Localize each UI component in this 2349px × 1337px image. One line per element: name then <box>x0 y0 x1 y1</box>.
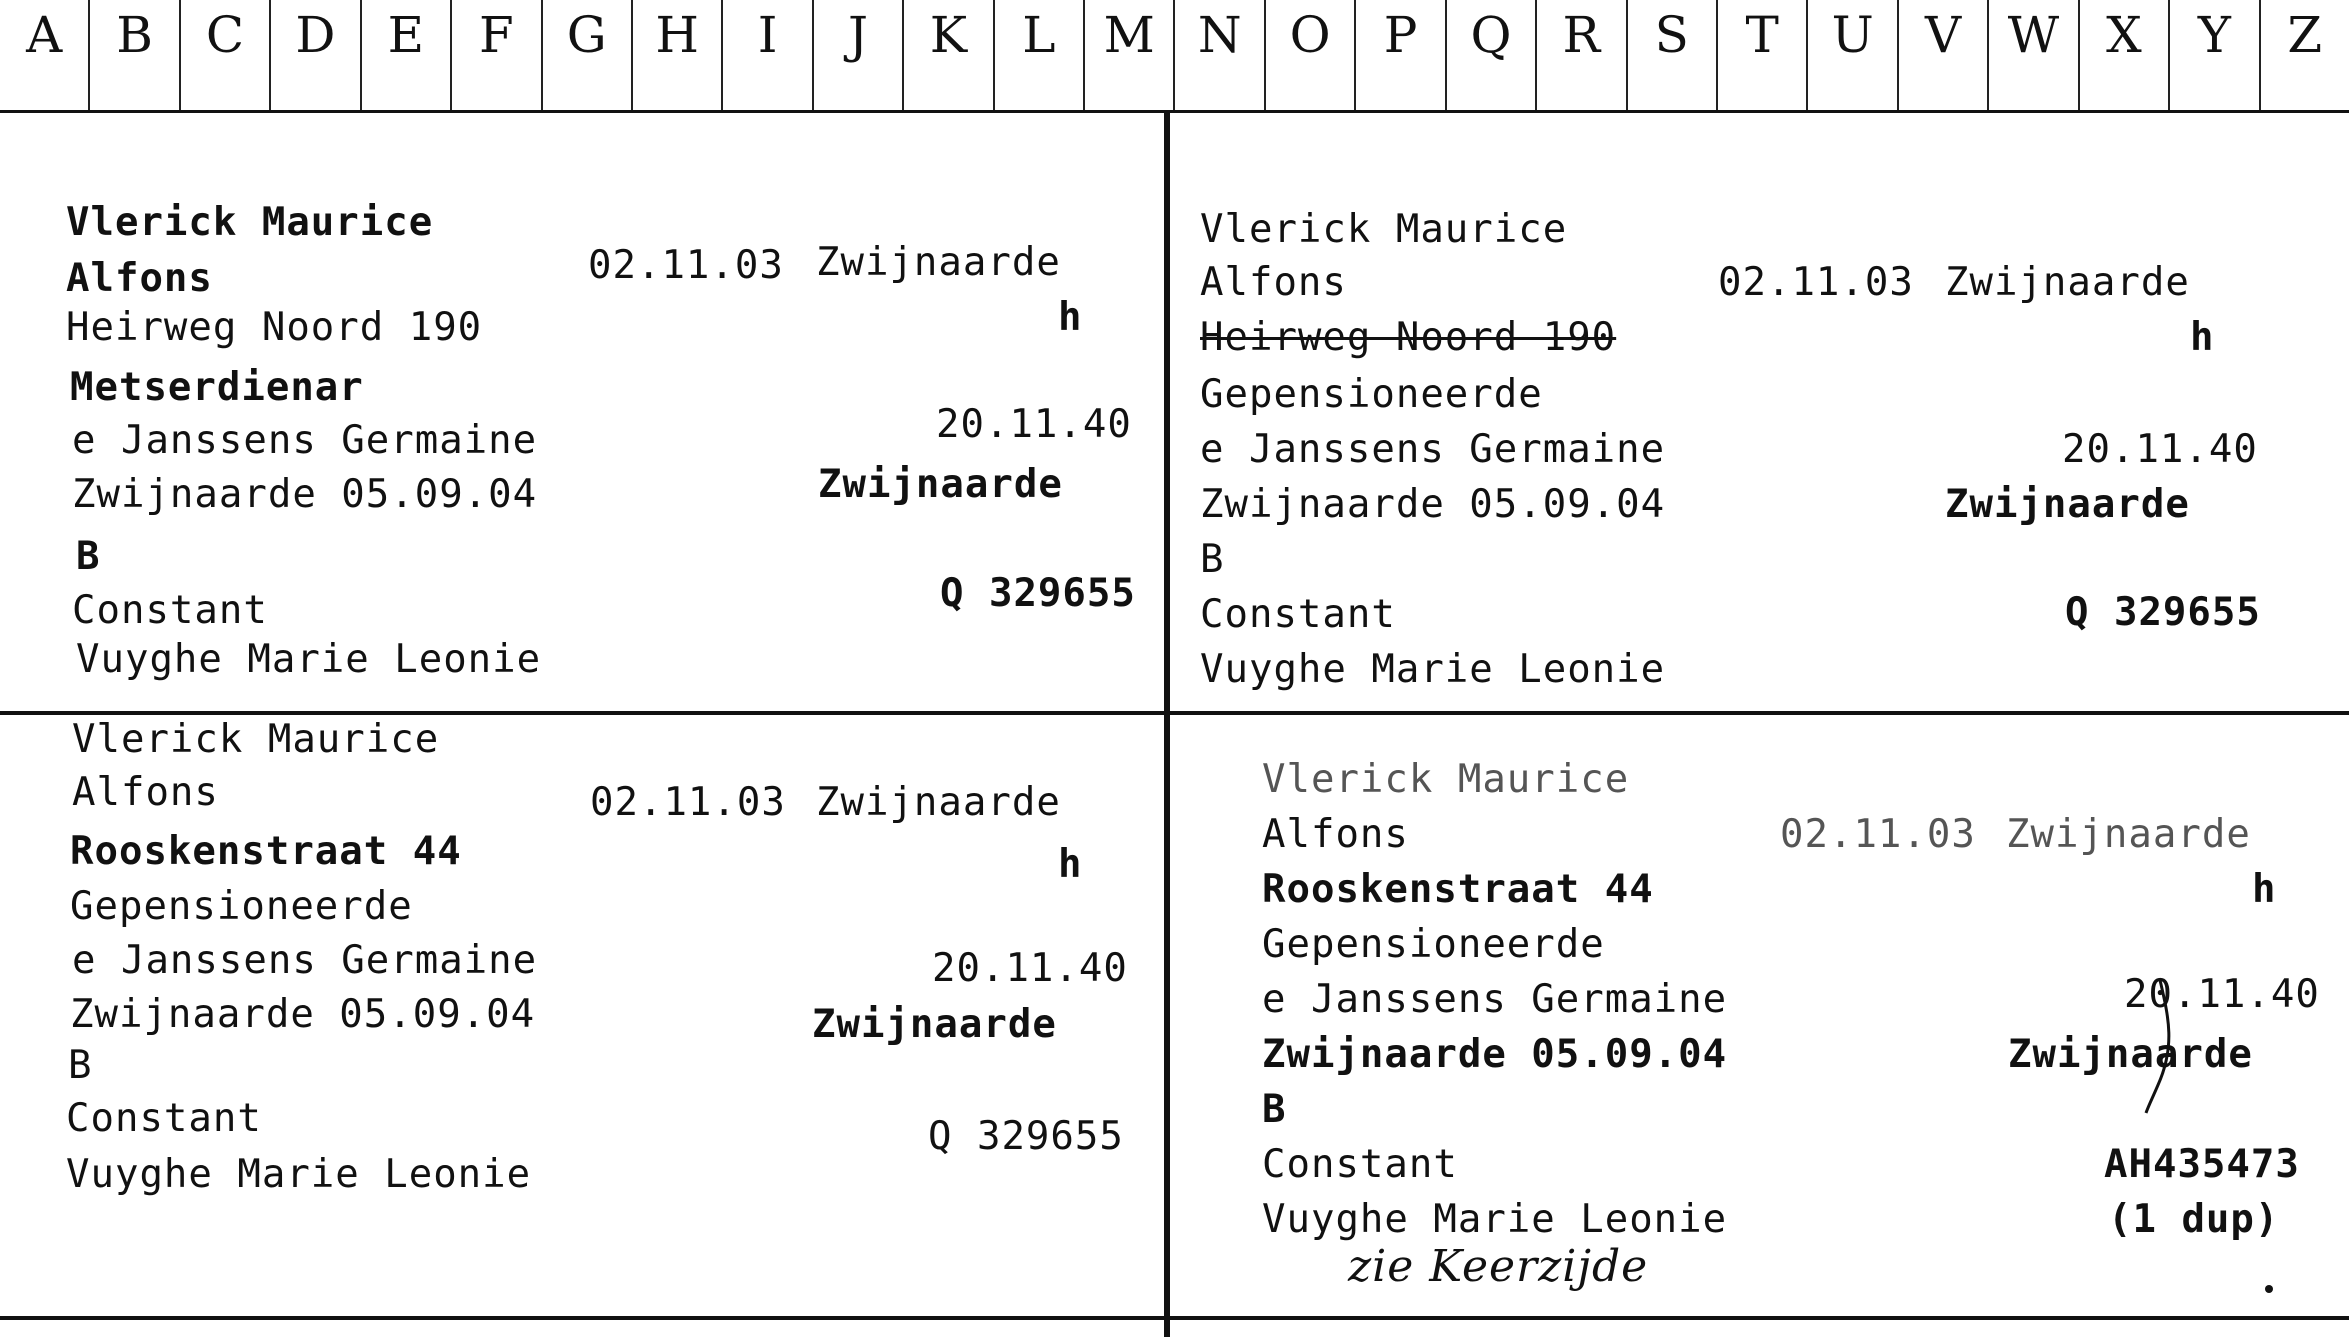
card-mother: Vuyghe Marie Leonie <box>76 637 542 682</box>
card-mother: Vuyghe Marie Leonie <box>66 1152 532 1197</box>
letter-p: P <box>1356 0 1446 110</box>
card-name: Vlerick Maurice <box>1200 207 1568 252</box>
card-top-left <box>0 113 1164 711</box>
letter-u: U <box>1808 0 1898 110</box>
letter-h: H <box>633 0 723 110</box>
card-firstname: Alfons <box>1262 812 1409 857</box>
card-spouse: e Janssens Germaine <box>72 418 538 463</box>
card-marriage-place: Zwijnaarde <box>2008 1032 2253 1077</box>
card-sex: h <box>2252 867 2277 912</box>
card-code: B <box>1262 1087 1287 1132</box>
card-spouse-birth: Zwijnaarde 05.09.04 <box>1200 482 1666 527</box>
letter-c: C <box>181 0 271 110</box>
card-top-right <box>1170 113 2349 711</box>
letter-l: L <box>995 0 1085 110</box>
card-marriage-place: Zwijnaarde <box>812 1002 1057 1047</box>
card-birth-place: Zwijnaarde <box>2006 812 2251 857</box>
card-firstname: Alfons <box>1200 260 1347 305</box>
card-marriage-date: 20.11.40 <box>2062 427 2258 472</box>
card-spouse-birth: Zwijnaarde 05.09.04 <box>1262 1032 1728 1077</box>
card-address: Heirweg Noord 190 <box>66 305 483 350</box>
letter-r: R <box>1537 0 1627 110</box>
card-code: B <box>76 534 101 579</box>
card-dup-note: (1 dup) <box>2108 1197 2280 1242</box>
letter-m: M <box>1085 0 1175 110</box>
letter-i: I <box>723 0 813 110</box>
card-address: Rooskenstraat 44 <box>1262 867 1654 912</box>
alphabet-index <box>0 0 2349 113</box>
letter-e: E <box>362 0 452 110</box>
card-birth-date: 02.11.03 <box>588 243 784 288</box>
letter-w: W <box>1989 0 2079 110</box>
card-sex: h <box>1058 842 1083 887</box>
card-sex: h <box>2190 315 2215 360</box>
card-address: Rooskenstraat 44 <box>70 829 462 874</box>
card-spouse: e Janssens Germaine <box>1200 427 1666 472</box>
letter-t: T <box>1718 0 1808 110</box>
card-sex: h <box>1058 295 1083 340</box>
ink-dot <box>2265 1285 2273 1293</box>
card-birth-date: 02.11.03 <box>1718 260 1914 305</box>
letter-f: F <box>452 0 542 110</box>
card-name: Vlerick Maurice <box>72 717 440 762</box>
card-handwritten-note: zie Keerzijde <box>1348 1241 1649 1292</box>
card-marriage-place: Zwijnaarde <box>1945 482 2190 527</box>
card-firstname: Alfons <box>66 256 213 301</box>
letter-a: A <box>0 0 90 110</box>
card-marriage-date: 20.11.40 <box>936 402 1132 447</box>
card-marriage-date: 20.11.40 <box>932 946 1128 991</box>
card-mother: Vuyghe Marie Leonie <box>1200 647 1666 692</box>
card-birth-place: Zwijnaarde <box>816 780 1061 825</box>
card-id-number: AH435473 <box>2104 1142 2300 1187</box>
card-spouse-birth: Zwijnaarde 05.09.04 <box>72 472 538 517</box>
card-bottom-right <box>1170 715 2349 1316</box>
card-marriage-date: 20.11.40 <box>2124 972 2320 1017</box>
bottom-divider <box>0 1316 2349 1320</box>
card-name: Vlerick Maurice <box>1262 757 1630 802</box>
card-birth-place: Zwijnaarde <box>1945 260 2190 305</box>
card-father: Constant <box>1200 592 1396 637</box>
card-id-number: Q 329655 <box>2065 590 2261 635</box>
card-code: B <box>1200 537 1225 582</box>
card-father: Constant <box>72 588 268 633</box>
card-father: Constant <box>66 1096 262 1141</box>
card-birth-place: Zwijnaarde <box>816 240 1061 285</box>
letter-z: Z <box>2287 6 2323 64</box>
card-bottom-left <box>0 715 1164 1316</box>
card-firstname: Alfons <box>72 770 219 815</box>
letter-q: Q <box>1447 0 1537 110</box>
card-birth-date: 02.11.03 <box>1780 812 1976 857</box>
letter-x: X <box>2080 0 2170 110</box>
letter-k: K <box>904 0 994 110</box>
card-mother: Vuyghe Marie Leonie <box>1262 1197 1728 1242</box>
card-occupation: Metserdienar <box>70 365 364 410</box>
card-spouse: e Janssens Germaine <box>1262 977 1728 1022</box>
letter-y: Y <box>2170 0 2260 110</box>
card-id-number: Q 329655 <box>940 571 1136 616</box>
card-old-address-struck: Heirweg Noord 190 <box>1200 315 1617 360</box>
letter-g: G <box>543 0 633 110</box>
card-occupation: Gepensioneerde <box>70 884 413 929</box>
card-occupation: Gepensioneerde <box>1262 922 1605 967</box>
card-occupation: Gepensioneerde <box>1200 372 1543 417</box>
letter-s: S <box>1628 0 1718 110</box>
card-code: B <box>68 1043 93 1088</box>
letter-b: B <box>90 0 180 110</box>
card-marriage-place: Zwijnaarde <box>818 462 1063 507</box>
card-birth-date: 02.11.03 <box>590 780 786 825</box>
card-father: Constant <box>1262 1142 1458 1187</box>
letter-o: O <box>1266 0 1356 110</box>
letter-n: N <box>1175 0 1265 110</box>
pen-stroke-mark <box>2140 975 2190 1115</box>
letter-d: D <box>271 0 361 110</box>
card-spouse: e Janssens Germaine <box>72 938 538 983</box>
card-spouse-birth: Zwijnaarde 05.09.04 <box>70 992 536 1037</box>
card-id-number: Q 329655 <box>928 1114 1124 1159</box>
card-name: Vlerick Maurice <box>66 200 434 245</box>
letter-v: V <box>1899 0 1989 110</box>
letter-j: J <box>814 0 904 110</box>
